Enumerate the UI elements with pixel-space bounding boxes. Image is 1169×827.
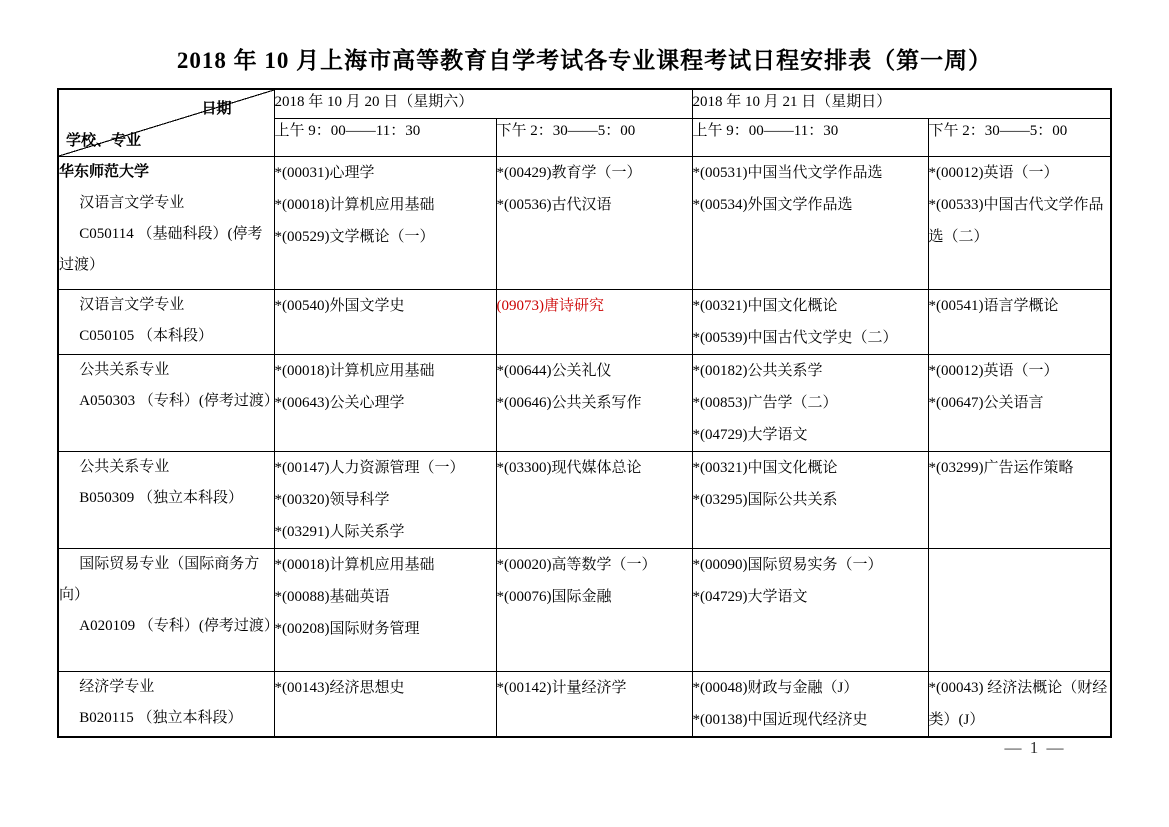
course-item: *(03295)国际公共关系 bbox=[692, 491, 838, 508]
course-cell bbox=[274, 548, 496, 671]
course-cell bbox=[274, 289, 496, 354]
page-number: — 1 — bbox=[1004, 738, 1066, 757]
course-item: *(00088)基础英语 bbox=[274, 588, 390, 605]
school-line: B020115 （独立本科段） bbox=[79, 709, 243, 726]
school-line: 国际贸易专业（国际商务方向） bbox=[59, 555, 260, 603]
course-item: *(00540)外国文学史 bbox=[274, 297, 405, 314]
page-title: 2018 年 10 月上海市高等教育自学考试各专业课程考试日程安排表（第一周） bbox=[176, 48, 993, 73]
course-item: (09073)唐诗研究 bbox=[496, 297, 604, 314]
course-item: *(00142)计量经济学 bbox=[496, 679, 627, 696]
course-item: *(00647)公关语言 bbox=[928, 394, 1044, 411]
course-item: *(00076)国际金融 bbox=[496, 588, 612, 605]
table-row bbox=[58, 289, 1111, 354]
course-cell bbox=[928, 451, 1111, 548]
course-item: *(00043) 经济法概论（财经类）(J） bbox=[928, 679, 1108, 728]
course-item: *(00321)中国文化概论 bbox=[692, 459, 838, 476]
course-cell bbox=[274, 451, 496, 548]
exam-schedule-table bbox=[57, 88, 1112, 738]
school-line: C050105 （本科段） bbox=[79, 327, 214, 344]
school-line: A050303 （专科）(停考过渡） bbox=[79, 392, 279, 409]
course-item: *(00539)中国古代文学史（二） bbox=[692, 329, 898, 346]
course-item: *(00853)广告学（二） bbox=[692, 394, 838, 411]
course-item: *(00048)财政与金融（J） bbox=[692, 679, 859, 696]
corner-school-label: 学校、专业 bbox=[66, 132, 142, 149]
course-cell bbox=[692, 671, 928, 737]
course-cell bbox=[496, 289, 692, 354]
course-cell bbox=[692, 156, 928, 289]
course-cell bbox=[274, 671, 496, 737]
course-item: *(00090)国际贸易实务（一） bbox=[692, 556, 883, 573]
course-item: *(00012)英语（一） bbox=[928, 362, 1059, 379]
course-cell bbox=[496, 548, 692, 671]
table-row bbox=[58, 451, 1111, 548]
course-cell bbox=[496, 671, 692, 737]
course-cell bbox=[274, 354, 496, 451]
course-cell bbox=[928, 548, 1111, 671]
course-item: *(00643)公关心理学 bbox=[274, 394, 405, 411]
school-cell bbox=[58, 548, 279, 671]
table-header bbox=[58, 89, 1111, 156]
session-header-sat-am: 上午 9：00——11：30 bbox=[274, 118, 496, 156]
course-cell bbox=[496, 354, 692, 451]
course-cell bbox=[692, 354, 928, 451]
school-line: 经济学专业 bbox=[79, 678, 155, 695]
course-item: *(00533)中国古代文学作品选（二） bbox=[928, 196, 1104, 245]
session-header-sun-am: 上午 9：00——11：30 bbox=[692, 118, 928, 156]
course-item: *(03299)广告运作策略 bbox=[928, 459, 1074, 476]
school-line: 汉语言文学专业 bbox=[79, 296, 185, 313]
course-item: *(00018)计算机应用基础 bbox=[274, 362, 435, 379]
day-header-saturday: 2018 年 10 月 20 日（星期六） bbox=[274, 89, 692, 118]
course-item: *(00012)英语（一） bbox=[928, 164, 1059, 181]
school-cell bbox=[58, 451, 274, 548]
course-item: *(03291)人际关系学 bbox=[274, 523, 405, 540]
session-header-sun-pm: 下午 2：30——5：00 bbox=[928, 118, 1111, 156]
course-cell bbox=[496, 156, 692, 289]
course-item: *(00143)经济思想史 bbox=[274, 679, 405, 696]
course-item: *(00429)教育学（一） bbox=[496, 164, 642, 181]
course-cell bbox=[692, 548, 928, 671]
course-cell bbox=[692, 289, 928, 354]
course-item: *(00138)中国近现代经济史 bbox=[692, 711, 868, 728]
school-cell bbox=[58, 156, 274, 289]
course-item: *(00646)公共关系写作 bbox=[496, 394, 642, 411]
course-item: *(00529)文学概论（一） bbox=[274, 228, 435, 245]
schedule-body bbox=[58, 156, 1111, 737]
school-line: C050114 （基础科段）(停考过渡） bbox=[59, 225, 263, 273]
school-cell bbox=[58, 354, 279, 451]
course-item: *(00208)国际财务管理 bbox=[274, 620, 420, 637]
course-item: *(00182)公共关系学 bbox=[692, 362, 823, 379]
table-row bbox=[58, 354, 1111, 451]
course-item: *(00531)中国当代文学作品选 bbox=[692, 164, 883, 181]
course-item: *(00536)古代汉语 bbox=[496, 196, 612, 213]
school-line: 公共关系专业 bbox=[79, 361, 170, 378]
course-cell bbox=[274, 156, 496, 289]
course-cell bbox=[928, 156, 1111, 289]
table-row bbox=[58, 671, 1111, 737]
course-cell bbox=[928, 671, 1111, 737]
course-item: *(00321)中国文化概论 bbox=[692, 297, 838, 314]
corner-cell bbox=[58, 89, 274, 156]
course-item: *(03300)现代媒体总论 bbox=[496, 459, 642, 476]
course-cell bbox=[928, 354, 1111, 451]
table-row bbox=[58, 156, 1111, 289]
school-line: A020109 （专科）(停考过渡） bbox=[79, 617, 279, 634]
table-row bbox=[58, 548, 1111, 671]
course-item: *(00320)领导科学 bbox=[274, 491, 390, 508]
course-item: *(00147)人力资源管理（一） bbox=[274, 459, 465, 476]
school-cell bbox=[58, 671, 274, 737]
school-line: 汉语言文学专业 bbox=[79, 194, 185, 211]
course-item: *(00534)外国文学作品选 bbox=[692, 196, 853, 213]
school-line: 公共关系专业 bbox=[79, 458, 170, 475]
course-item: *(00020)高等数学（一） bbox=[496, 556, 657, 573]
corner-date-label: 日期 bbox=[201, 101, 232, 117]
session-header-sat-pm: 下午 2：30——5：00 bbox=[496, 118, 692, 156]
school-line: B050309 （独立本科段） bbox=[79, 489, 244, 506]
course-item: *(00018)计算机应用基础 bbox=[274, 556, 435, 573]
course-item: *(00541)语言学概论 bbox=[928, 297, 1059, 314]
course-cell bbox=[496, 451, 692, 548]
course-cell bbox=[928, 289, 1111, 354]
course-item: *(04729)大学语文 bbox=[692, 588, 808, 605]
course-item: *(00644)公关礼仪 bbox=[496, 362, 612, 379]
course-cell bbox=[692, 451, 928, 548]
school-line: 华东师范大学 bbox=[59, 163, 150, 180]
school-cell bbox=[58, 289, 274, 354]
course-item: *(00018)计算机应用基础 bbox=[274, 196, 435, 213]
course-item: *(00031)心理学 bbox=[274, 164, 375, 181]
day-header-sunday: 2018 年 10 月 21 日（星期日） bbox=[692, 89, 1111, 118]
course-item: *(04729)大学语文 bbox=[692, 426, 808, 443]
